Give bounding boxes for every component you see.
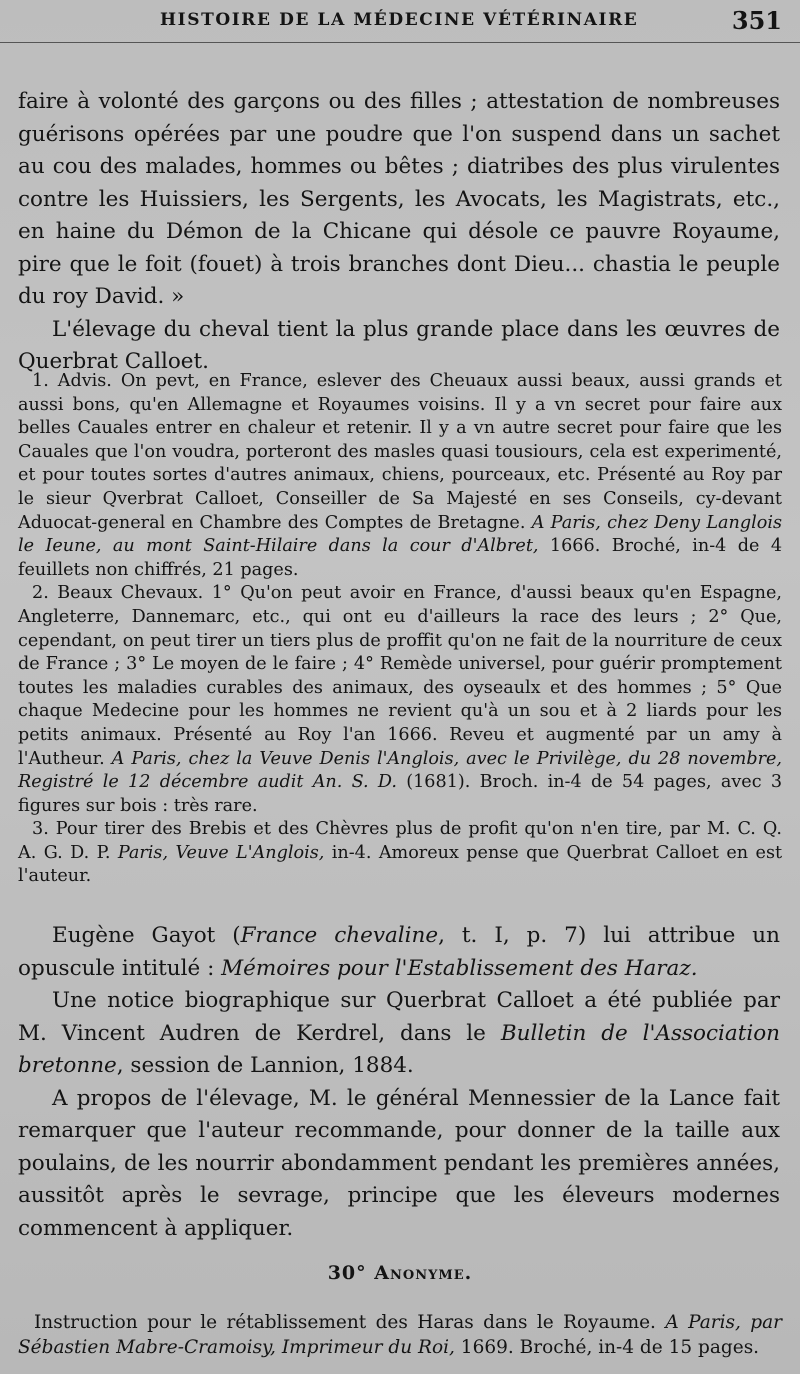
footnote-1 [18, 370, 782, 582]
footnote-1-text: 1. Advis. On pevt, en France, eslever des Cheuaux aussi beaux, aussi grands et aussi bons, qu'en Allemagne et Royaumes voisins. Il y a vn secret pour faire aux belles Cauales entrer en chaleur et retenir. Il y a vn autre secret pour faire que les Cauales que l'on voudra, porteront des masles quasi tousiours, cela est experimenté, et pour toutes sortes d'autres animaux, chiens, pourceaux, etc. Présenté au Roy par le sieur Qverbrat Calloet, Conseiller de Sa Majesté en ses Conseils, cy-devant Aduocat-general en Chambre des Comptes de Bretagne. [18, 371, 782, 533]
instruction-entry [18, 1310, 782, 1360]
footnote-3-text: 3. Pour tirer des Brebis et des Chèvres plus de profit qu'on n'en tire, par M. C. Q. A. G. D. P. [18, 819, 782, 863]
gayot-title-1: France chevaline [240, 923, 439, 948]
gayot-paragraph [18, 920, 780, 985]
notice-text-a: Une notice biographique sur Querbrat Calloet a été publiée par M. Vincent Audren de Kerdrel, dans le [18, 988, 780, 1046]
page-number: 351 [731, 6, 782, 35]
breeding-paragraph: L'élevage du cheval tient la plus grande place dans les œuvres de Querbrat Calloet. [18, 316, 780, 374]
section-heading [0, 1262, 800, 1284]
footnote-1-imprint: A Paris, chez Deny Langlois le Ieune, au mont Saint-Hilaire dans la cour d'Albret, [18, 512, 782, 557]
footnote-3-imprint: Paris, Veuve L'Anglois, [117, 842, 325, 863]
notice-paragraph [18, 985, 780, 1083]
footnote-1-tail: 1666. Broché, in-4 de 4 feuillets non chiffrés, 21 pages. [18, 536, 783, 580]
footnote-3 [18, 818, 782, 889]
footnote-2 [18, 582, 782, 818]
opening-paragraphs [18, 86, 780, 379]
gayot-text-b: , t. I, p. 7) lui attribue un opuscule intitulé : [18, 923, 780, 981]
footnote-3-tail: in-4. Amoreux pense que Querbrat Calloet en est l'auteur. [18, 842, 783, 887]
gayot-text-a: Eugène Gayot ( [52, 923, 241, 948]
notice-bulletin: Bulletin de l'Association bretonne [18, 1020, 780, 1078]
section-number: 30° [327, 1262, 367, 1284]
gayot-title-2: Mémoires pour l'Establissement des Haraz. [221, 955, 698, 981]
instruction-tail: 1669. Broché, in-4 de 15 pages. [460, 1337, 760, 1358]
running-head [0, 0, 800, 43]
running-title: HISTOIRE DE LA MÉDECINE VÉTÉRINAIRE [160, 10, 639, 30]
lower-paragraphs [18, 920, 780, 1245]
footnote-2-text: 2. Beaux Chevaux. 1° Qu'on peut avoir en France, d'aussi beaux qu'en Espagne, Angleterre, Dannemarc, etc., qui ont eu d'ailleurs la race des leurs ; 2° Que, cependant, on peut tirer un tiers plus de proffit qu'on ne fait de la nourriture de ceux de France ; 3° Le moyen de le faire ; 4° Remède universel, pour guérir promptement toutes les maladies curables des animaux, des oyseaulx et des hommes ; 5° Que chaque Medecine pour les hommes ne revient qu'à un sou et à 2 liards pour les petits animaux. Présenté au Roy l'an 1666. Reveu et augmenté par un amy à l'Autheur. [18, 583, 782, 769]
instruction-text: Instruction pour le rétablissement des Haras dans le Royaume. [34, 1312, 656, 1333]
footnote-2-imprint: A Paris, chez la Veuve Denis l'Anglois, avec le Privilège, du 28 novembre, Registré le 12 décembre audit An. S. D. [18, 748, 782, 793]
instruction-imprint: A Paris, par Sébastien Mabre-Cramoisy, Imprimeur du Roi, [18, 1312, 783, 1358]
footnotes [18, 370, 782, 889]
section-title: Anonyme. [374, 1262, 473, 1284]
mennessier-paragraph: A propos de l'élevage, M. le général Mennessier de la Lance fait remarquer que l'auteur recommande, pour donner de la taille aux poulains, de les nourrir abondamment pendant les premières années, aussitôt après le sevrage, principe que les éleveurs modernes commencent à appliquer. [18, 1085, 780, 1241]
quote-continuation: faire à volonté des garçons ou des filles ; attestation de nombreuses guérisons opérées par une poudre que l'on suspend dans un sachet au cou des malades, hommes ou bêtes ; diatribes des plus virulentes contre les Huissiers, les Sergents, les Avocats, les Magistrats, etc., en haine du Démon de la Chicane qui désole ce pauvre Royaume, pire que le foit (fouet) à trois branches dont Dieu... chastia le peuple du roy David. » [18, 89, 780, 309]
notice-text-b: , session de Lannion, 1884. [116, 1053, 414, 1078]
instruction-paragraph [18, 1310, 782, 1360]
footnote-2-tail: (1681). Broch. in-4 de 54 pages, avec 3 figures sur bois : très rare. [18, 772, 783, 816]
